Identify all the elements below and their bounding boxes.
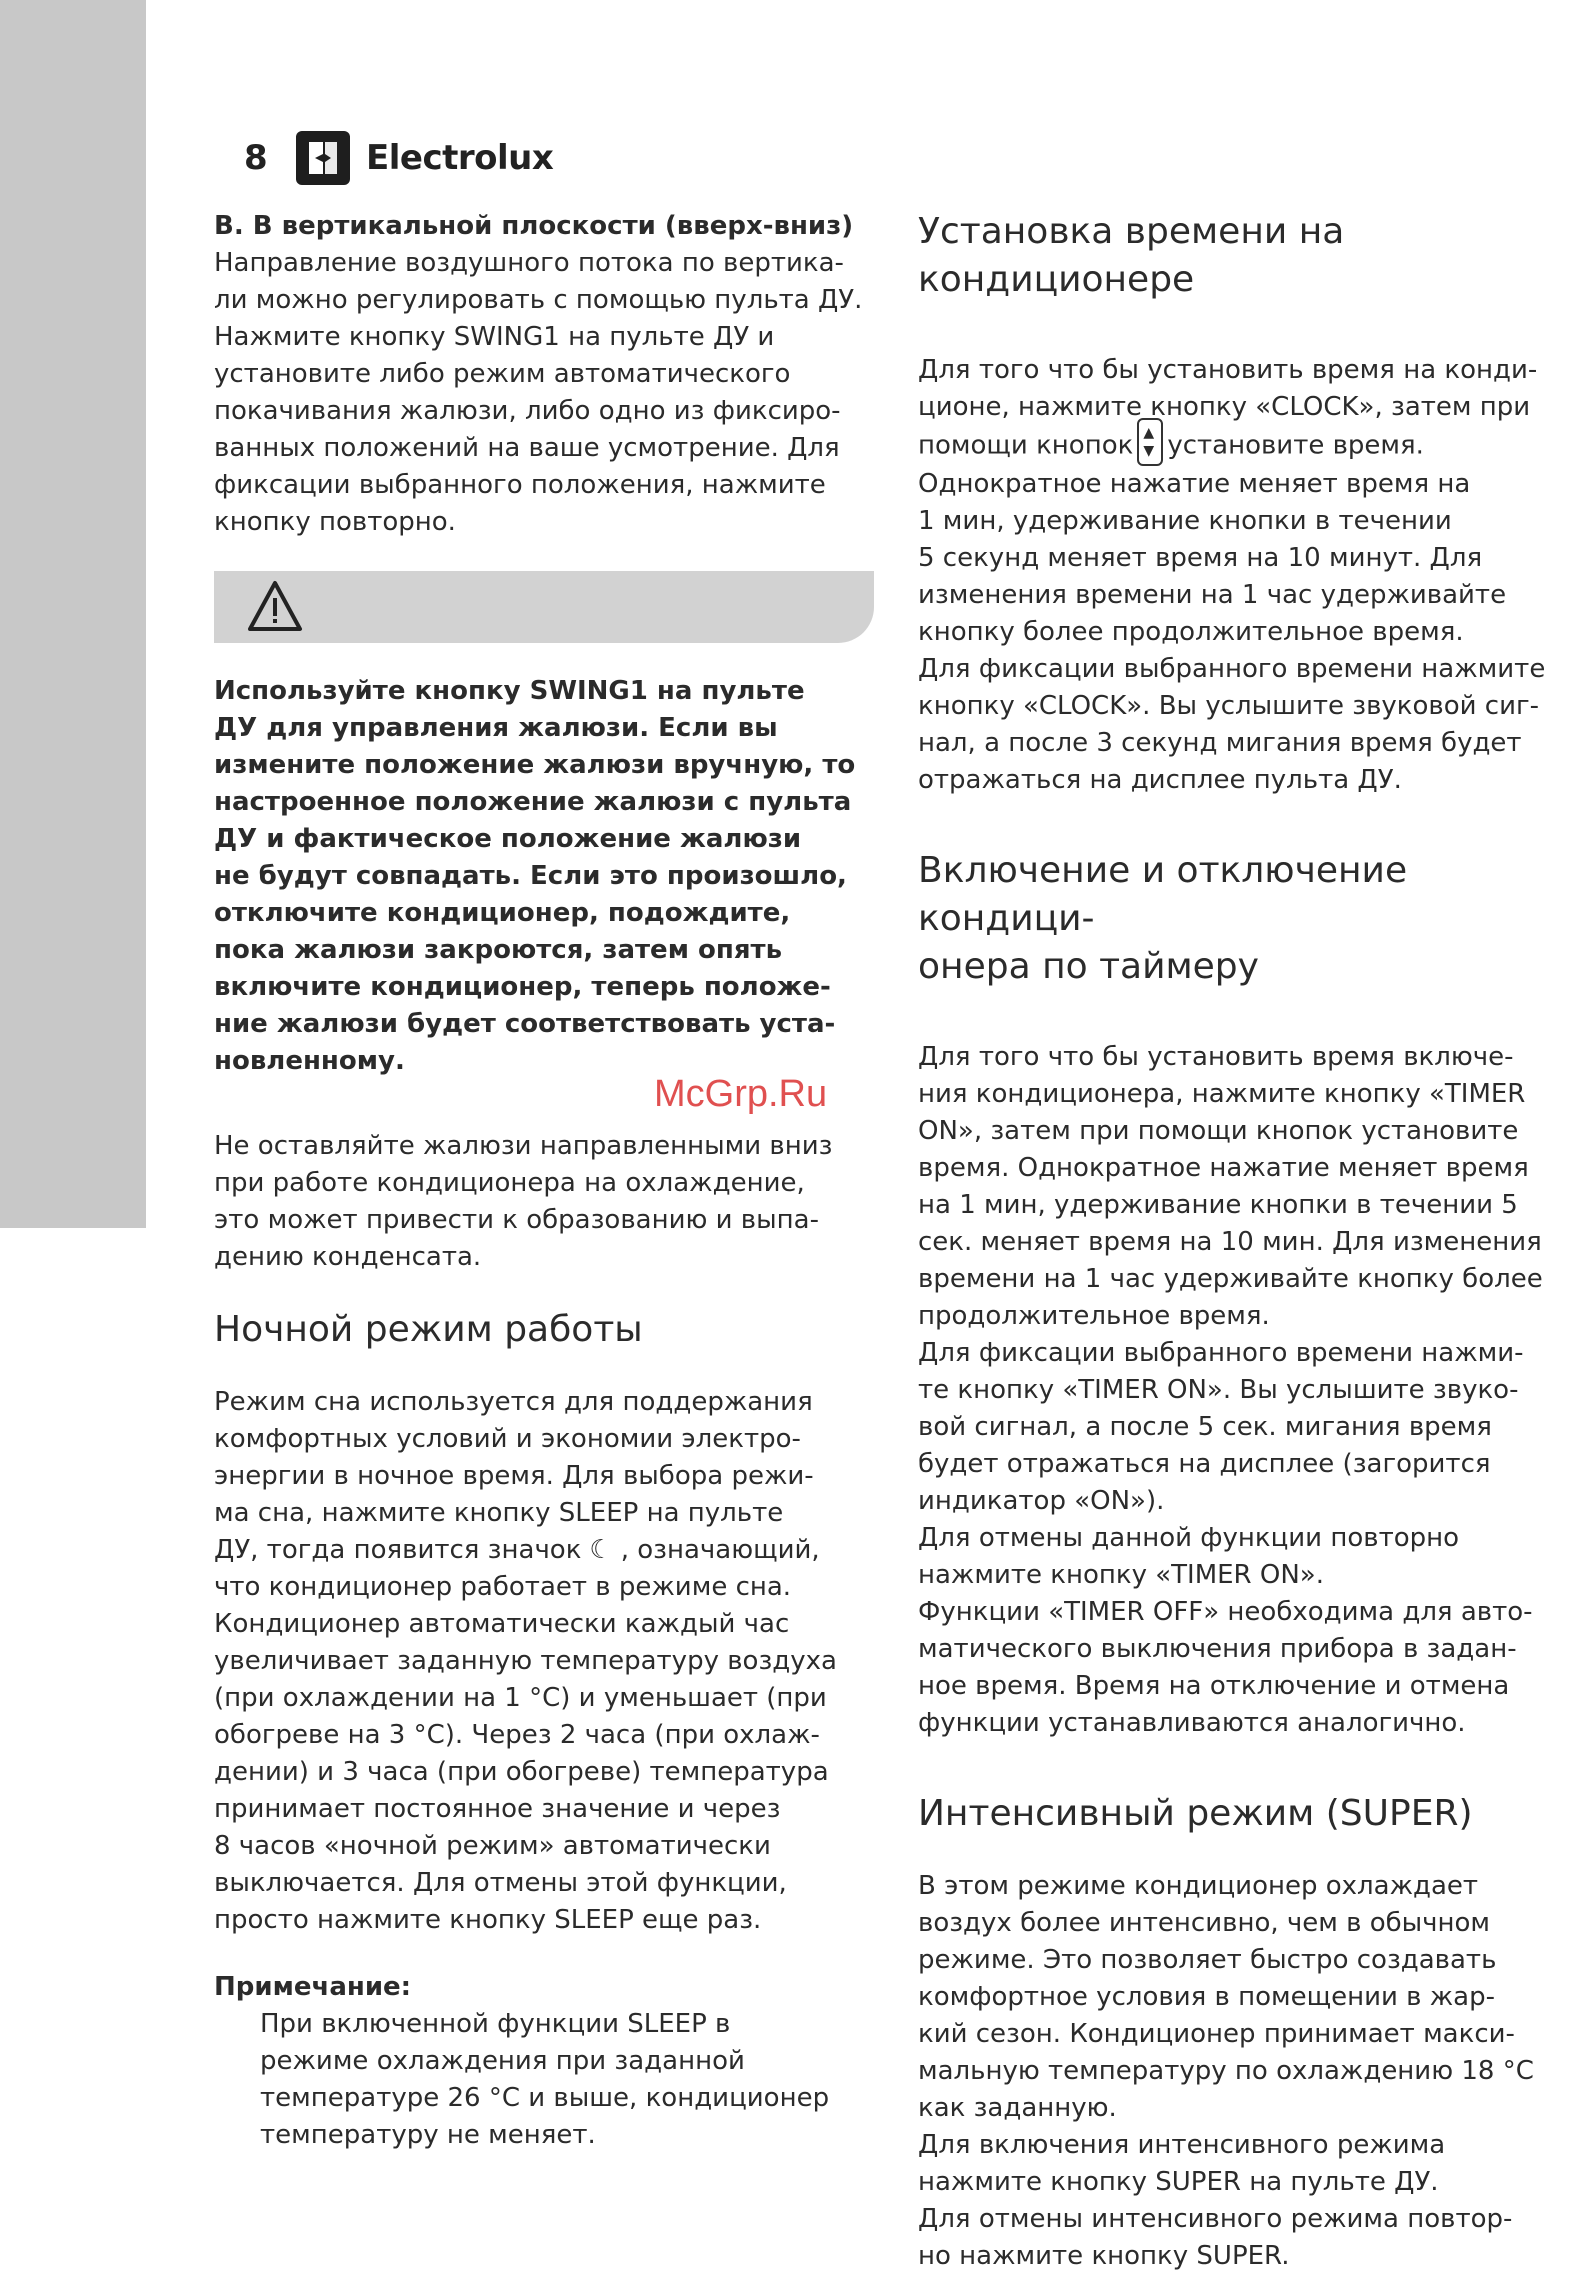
vertical-heading: B. В вертикальной плоскости (вверх-вниз) (214, 211, 854, 241)
warning-text: Используйте кнопку SWING1 на пульте ДУ для управления жалюзи. Если вы измените положение жалюзи вручную, то настроенное положение жалюзи с пульта ДУ и фактическое положение жалюзи не будут совпадать. Если это произошло, отключите кондиционер, подождите, пока жалюзи закроются, затем опять включите кондиционер, теперь положе- ние жалюзи будет соответствовать уста- новленному. (214, 676, 856, 1076)
warning-icon (246, 579, 304, 633)
page-header (244, 128, 553, 188)
night-text-part-2: , означающий, (620, 1535, 820, 1565)
clock-heading: Установка времени на кондиционере (918, 211, 1345, 300)
sidebar-stripe (0, 0, 146, 1228)
night-text-part-3: что кондиционер работает в режиме сна. Кондиционер автоматически каждый час увеличивает заданную температуру воздуха (при охлаждении на 1 °С) и уменьшает (при обогреве на 3 °С). Через 2 часа (при охлаж- дении) и 3 часа (при обогреве) температура принимает постоянное значение и через 8 часов «ночной режим» автоматически выключается. Для отмены этой функции, просто нажмите кнопку SLEEP еще раз. (214, 1572, 837, 1935)
page-number: 8 (244, 138, 268, 178)
clock-text-part-3: Однократное нажатие меняет время на 1 мин, удерживание кнопки в течении 5 секунд меняет время на 10 минут. Для изменения времени на 1 час удерживайте кнопку более продолжительное время. Для фиксации выбранного времени нажмите кнопку «CLOCK». Вы услышите звуковой сиг- нал, а после 3 секунд мигания время будет отражаться на дисплее пульта ДУ. (918, 469, 1546, 795)
super-text: В этом режиме кондиционер охлаждает воздух более интенсивно, чем в обычном режиме. Это позволяет быстро создавать комфортное условия в помещении в жар- кий сезон. Кондиционер принимает макси- мальную температуру по охлаждению 18 °С как заданную. Для включения интенсивного режима нажмите кнопку SUPER на пульте ДУ. Для отмены интенсивного режима повтор- но нажмите кнопку SUPER. (918, 1871, 1534, 2271)
super-heading: Интенсивный режим (SUPER) (918, 1793, 1473, 1834)
brand-name: Electrolux (366, 138, 554, 178)
note-heading: Примечание: (214, 1972, 412, 2002)
timer-heading: Включение и отключение кондици- онера по таймеру (918, 850, 1408, 987)
warning-bar (214, 571, 874, 643)
clock-text-part-1: Для того что бы установить время на конди- ционе, нажмите кнопку «CLOCK», затем при помощи кнопок (918, 355, 1538, 461)
night-text-part-1: Режим сна используется для поддержания комфортных условий и экономии электро- энергии в ночное время. Для выбора режи- ма сна, нажмите кнопку SLEEP на пульте ДУ, тогда появится значок (214, 1387, 814, 1565)
night-mode-heading: Ночной режим работы (214, 1309, 643, 1350)
watermark: McGrp.Ru (654, 1073, 828, 1115)
left-column (214, 208, 874, 2154)
right-column (918, 208, 1568, 2275)
clock-text-part-2: установите время. (1167, 430, 1424, 461)
louver-text: Не оставляйте жалюзи направленными вниз при работе кондиционера на охлаждение, это может привести к образованию и выпа- дению конденсата. (214, 1131, 833, 1272)
timer-text: Для того что бы установить время включе- ния кондиционера, нажмите кнопку «TIMER ON», затем при помощи кнопок установите время. Однократное нажатие меняет время на 1 мин, удерживание кнопки в течении 5 сек. меняет время на 10 мин. Для изменения времени на 1 час удерживайте кнопку более продолжительное время. Для фиксации выбранного времени нажми- те кнопку «TIMER ON». Вы услышите звуко- вой сигнал, а после 5 сек. мигания время будет отражаться на дисплее (загорится индикатор «ON»). Для отмены данной функции повторно нажмите кнопку «TIMER ON». Функции «TIMER OFF» необходима для авто- матического выключения прибора в задан- ное время. Время на отключение и отмена функции устанавливаются аналогично. (918, 1042, 1543, 1738)
night-mode-text (214, 1384, 874, 1939)
up-down-buttons-icon: ▲ ▼ (1137, 418, 1163, 466)
electrolux-logo-icon (296, 131, 350, 185)
sleep-moon-icon: ☾ (589, 1535, 613, 1565)
note-text: При включенной функции SLEEP в режиме охлаждения при заданной температуре 26 °С и выше, кондиционер температуру не меняет. (260, 2009, 830, 2150)
clock-text (918, 352, 1568, 799)
vertical-text: Направление воздушного потока по вертика- ли можно регулировать с помощью пульта ДУ. Нажмите кнопку SWING1 на пульте ДУ и установите либо режим автоматического покачивания жалюзи, либо одно из фиксиро- ванных положений на ваше усмотрение. Для фиксации выбранного положения, нажмите кнопку повторно. (214, 248, 863, 537)
